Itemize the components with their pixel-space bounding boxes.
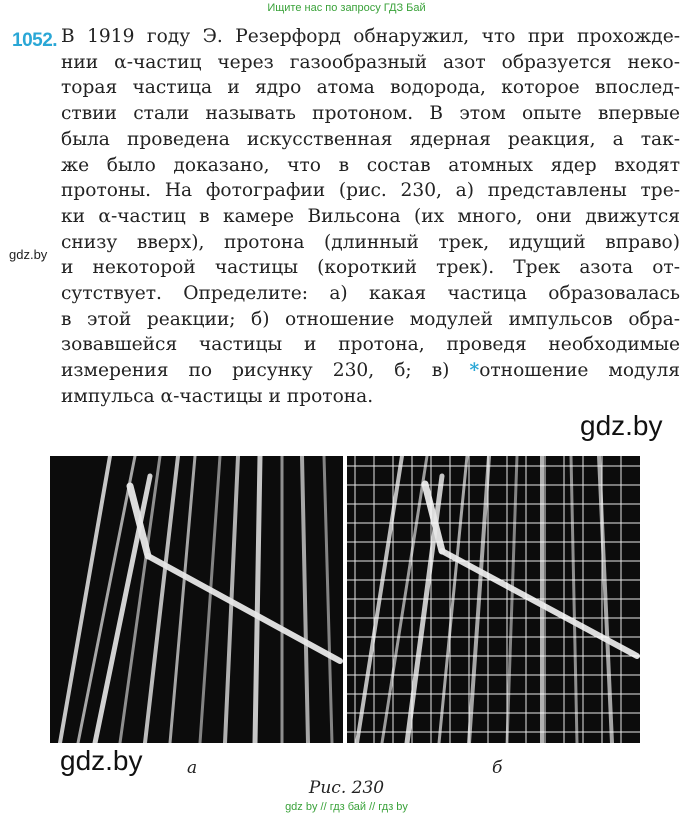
- text-line: в этой реакции; б) отношение модулей импульсов обра-: [61, 308, 680, 330]
- cloud-chamber-tracks-a: [50, 456, 343, 743]
- star-marker: *: [469, 360, 480, 382]
- problem-number: 1052.: [12, 30, 58, 51]
- cloud-chamber-photo-a: [50, 456, 343, 743]
- text-line: торая частица и ядро атома водорода, которое впослед-: [61, 77, 680, 99]
- text-line-with-star: [61, 358, 680, 384]
- measurement-grid: [347, 456, 640, 743]
- figure-caption: Рис. 230: [308, 778, 385, 798]
- top-banner: Ищите нас по запросу ГДЗ Бай: [267, 2, 426, 14]
- figure-label-b: б: [492, 758, 503, 778]
- watermark-left: gdz.by: [60, 745, 143, 776]
- text-line: нии α-частиц через газообразный азот образуется неко-: [61, 51, 680, 73]
- text-line: и некоторой частицы (короткий трек). Трек азота от-: [61, 257, 680, 279]
- text-line: протоны. На фотографии (рис. 230, а) представлены тре-: [61, 180, 680, 202]
- text-line: ки α-частиц в камере Вильсона (их много, они движутся: [61, 205, 680, 227]
- watermark-right: gdz.by: [580, 410, 663, 441]
- text-line: зовавшейся частицы и протона, проведя необходимые: [61, 334, 680, 356]
- text-line: снизу вверх), протона (длинный трек, идущий вправо): [61, 231, 680, 253]
- text-line: же было доказано, что в состав атомных ядер входят: [61, 154, 680, 176]
- watermark-small: gdz.by: [9, 247, 48, 262]
- text-line: была проведена искусственная ядерная реакция, а так-: [61, 128, 680, 150]
- footer-watermark: gdz by // гдз бай // гдз by: [285, 801, 408, 813]
- text-line: сутствует. Определите: а) какая частица образовалась: [61, 283, 680, 305]
- text-line: импульса α-частицы и протона.: [61, 385, 374, 407]
- problem-text: [61, 24, 680, 410]
- text-line: ствии стали называть протоном. В этом опыте впервые: [61, 103, 680, 125]
- figure-label-a: а: [187, 758, 198, 778]
- text-line-start: измерения по рисунку 230, б; в): [61, 360, 470, 382]
- text-line: В 1919 году Э. Резерфорд обнаружил, что при прохожде-: [61, 26, 680, 47]
- text-line-end: отношение модуля: [479, 360, 680, 382]
- cloud-chamber-photo-b: [347, 456, 640, 743]
- cloud-chamber-tracks-b: [347, 456, 640, 743]
